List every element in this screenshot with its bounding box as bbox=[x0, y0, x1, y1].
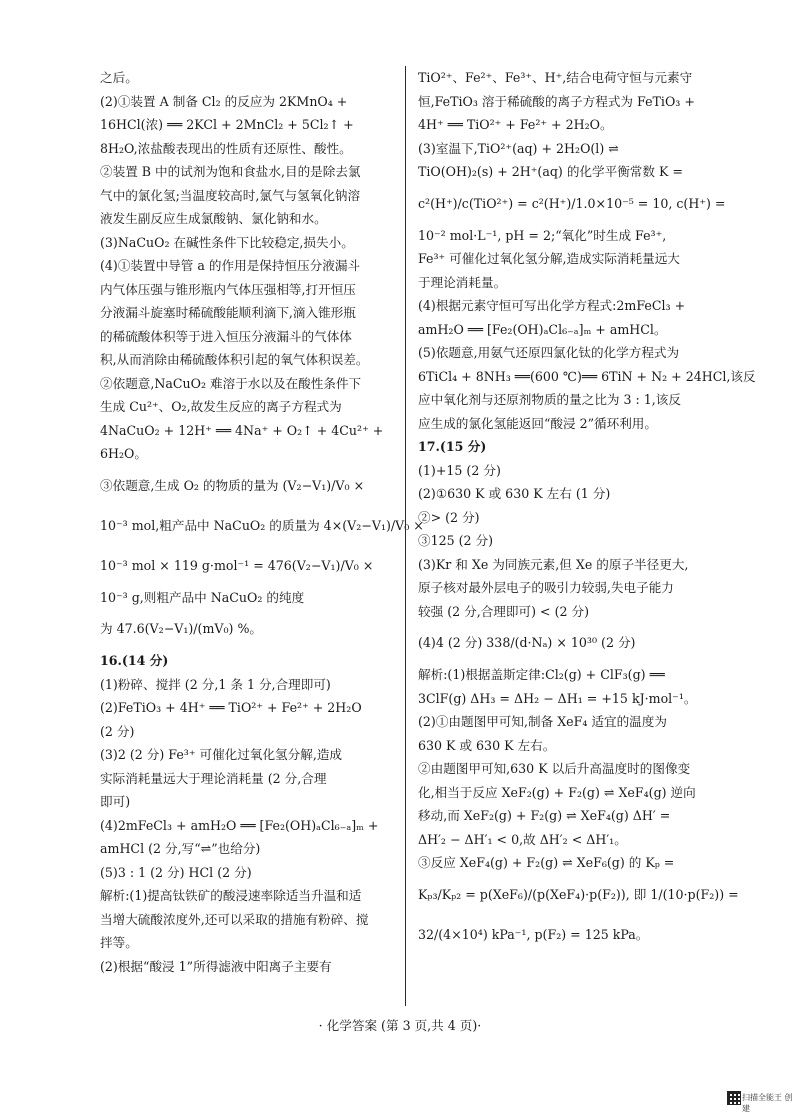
text-line: 应生成的氯化氢能返回“酸浸 2”循环利用。 bbox=[418, 415, 657, 431]
text-line: (1)粉碎、搅拌 (2 分,1 条 1 分,合理即可) bbox=[100, 676, 331, 692]
text-line: 气中的氯化氢;当温度较高时,氯气与氢氧化钠溶 bbox=[100, 187, 361, 203]
text-line: 6H₂O。 bbox=[100, 446, 147, 461]
text-line: 630 K 或 630 K 左右。 bbox=[418, 737, 556, 753]
text-line: (5)依题意,用氨气还原四氯化钛的化学方程式为 bbox=[418, 345, 680, 360]
text-line: (2)FeTiO₃ + 4H⁺ ══ TiO²⁺ + Fe²⁺ + 2H₂O bbox=[100, 700, 362, 715]
text-line: 16.(14 分) bbox=[100, 653, 169, 668]
text-line: ②由题图甲可知,630 K 以后升高温度时的图像变 bbox=[418, 761, 691, 776]
text-line: ③反应 XeF₄(g) + F₂(g) ⇌ XeF₆(g) 的 Kₚ = bbox=[418, 855, 675, 870]
text-line: Fe³⁺ 可催化过氧化氢分解,造成实际消耗量远大 bbox=[418, 251, 680, 266]
text-line: (5)3 : 1 (2 分) HCl (2 分) bbox=[100, 864, 252, 880]
text-line: 实际消耗量远大于理论消耗量 (2 分,合理 bbox=[100, 770, 327, 786]
qr-code-icon bbox=[727, 1091, 741, 1105]
text-line: (4)2mFeCl₃ + amH₂O ══ [Fe₂(OH)ₐCl₆₋ₐ]ₘ + bbox=[100, 817, 379, 833]
text-line: (2 分) bbox=[100, 723, 135, 739]
text-line: (3)NaCuO₂ 在碱性条件下比较稳定,损失小。 bbox=[100, 234, 354, 250]
text-line: 10⁻³ mol,粗产品中 NaCuO₂ 的质量为 4×(V₂−V₁)/V₀ × bbox=[100, 517, 424, 533]
text-line: 内气体压强与锥形瓶内气体压强相等,打开恒压 bbox=[100, 281, 356, 297]
text-line: 生成 Cu²⁺、O₂,故发生反应的离子方程式为 bbox=[100, 399, 342, 414]
text-line: (2)根据“酸浸 1”所得滤液中阳离子主要有 bbox=[100, 958, 332, 974]
text-line: 解析:(1)提高钛铁矿的酸浸速率除适当升温和适 bbox=[100, 888, 362, 903]
text-line: 4H⁺ ══ TiO²⁺ + Fe²⁺ + 2H₂O。 bbox=[418, 117, 613, 132]
column-divider bbox=[405, 66, 406, 1006]
text-line: 16HCl(浓) ══ 2KCl + 2MnCl₂ + 5Cl₂↑ + bbox=[100, 117, 354, 132]
text-line: (4)根据元素守恒可写出化学方程式:2mFeCl₃ + bbox=[418, 298, 686, 313]
text-line: TiO²⁺、Fe²⁺、Fe³⁺、H⁺,结合电荷守恒与元素守 bbox=[418, 70, 693, 85]
text-line: Kₚ₃/Kₚ₂ = p(XeF₆)/(p(XeF₄)·p(F₂)), 即 1/(10·p(F₂)) = bbox=[418, 886, 739, 902]
text-line: 17.(15 分) bbox=[418, 439, 487, 454]
text-line: 当增大硫酸浓度外,还可以采取的措施有粉碎、搅 bbox=[100, 911, 369, 927]
text-line: 之后。 bbox=[100, 70, 138, 85]
text-line: (4)①装置中导管 a 的作用是保持恒压分液漏斗 bbox=[100, 258, 361, 273]
text-line: amHCl (2 分,写“⇌”也给分) bbox=[100, 841, 261, 856]
page-footer: · 化学答案 (第 3 页,共 4 页)· bbox=[318, 1018, 482, 1033]
text-line: 液发生副反应生成氯酸钠、氯化钠和水。 bbox=[100, 211, 327, 226]
text-line: 应中氧化剂与还原剂物质的量之比为 3 : 1,该反 bbox=[418, 392, 681, 407]
text-line: ③依题意,生成 O₂ 的物质的量为 (V₂−V₁)/V₀ × bbox=[100, 477, 365, 493]
text-line: ②依题意,NaCuO₂ 难溶于水以及在酸性条件下 bbox=[100, 375, 362, 391]
text-line: 4NaCuO₂ + 12H⁺ ══ 4Na⁺ + O₂↑ + 4Cu²⁺ + bbox=[100, 422, 384, 438]
scanner-watermark: 扫描全能王 创建 bbox=[742, 1093, 793, 1113]
text-line: 10⁻³ mol × 119 g·mol⁻¹ = 476(V₂−V₁)/V₀ × bbox=[100, 557, 374, 573]
text-line: 分液漏斗旋塞时稀硫酸能顺利滴下,滴入锥形瓶 bbox=[100, 305, 356, 320]
text-line: (1)+15 (2 分) bbox=[418, 462, 501, 478]
right-column bbox=[418, 66, 756, 955]
text-line: ③125 (2 分) bbox=[418, 533, 494, 548]
text-line: 移动,而 XeF₂(g) + F₂(g) ⇌ XeF₄(g) ΔH′ = bbox=[418, 808, 671, 823]
text-line: (4)4 (2 分) 338/(d·Nₐ) × 10³⁰ (2 分) bbox=[418, 635, 636, 650]
text-line: 为 47.6(V₂−V₁)/(mV₀) %。 bbox=[100, 621, 263, 636]
text-line: 10⁻² mol·L⁻¹, pH = 2;“氧化”时生成 Fe³⁺, bbox=[418, 227, 667, 243]
text-line: 的稀硫酸体积等于进入恒压分液漏斗的气体体 bbox=[100, 328, 352, 344]
text-line: 积,从而消除由稀硫酸体积引起的氧气体积误差。 bbox=[100, 352, 369, 367]
text-line: 于理论消耗量。 bbox=[418, 274, 507, 290]
text-line: 10⁻³ g,则粗产品中 NaCuO₂ 的纯度 bbox=[100, 589, 305, 605]
text-line: 即可) bbox=[100, 794, 131, 809]
text-line: 32/(4×10⁴) kPa⁻¹, p(F₂) = 125 kPa。 bbox=[418, 926, 649, 942]
text-line: (2)①630 K 或 630 K 左右 (1 分) bbox=[418, 486, 611, 501]
text-line: 3ClF(g) ΔH₃ = ΔH₂ − ΔH₁ = +15 kJ·mol⁻¹。 bbox=[418, 690, 697, 706]
text-line: (3)2 (2 分) Fe³⁺ 可催化过氧化氢分解,造成 bbox=[100, 747, 343, 762]
text-line: 恒,FeTiO₃ 溶于稀硫酸的离子方程式为 FeTiO₃ + bbox=[418, 93, 695, 109]
text-line: 拌等。 bbox=[100, 935, 138, 950]
text-line: TiO(OH)₂(s) + 2H⁺(aq) 的化学平衡常数 K = bbox=[418, 164, 683, 179]
text-line: 6TiCl₄ + 8NH₃ ══(600 ℃)══ 6TiN + N₂ + 24HCl,该反 bbox=[418, 368, 756, 384]
text-line: amH₂O ══ [Fe₂(OH)ₐCl₆₋ₐ]ₘ + amHCl。 bbox=[418, 321, 667, 337]
text-line: 较强 (2 分,合理即可) < (2 分) bbox=[418, 603, 589, 619]
text-line: 解析:(1)根据盖斯定律:Cl₂(g) + ClF₃(g) ══ bbox=[418, 667, 665, 682]
text-line: 8H₂O,浓盐酸表现出的性质有还原性、酸性。 bbox=[100, 140, 352, 156]
text-line: (3)室温下,TiO²⁺(aq) + 2H₂O(l) ⇌ bbox=[418, 140, 619, 156]
text-line: ②> (2 分) bbox=[418, 509, 480, 525]
text-line: (2)①由题图甲可知,制备 XeF₄ 适宜的温度为 bbox=[418, 714, 667, 729]
text-line: (3)Kr 和 Xe 为同族元素,但 Xe 的原子半径更大, bbox=[418, 556, 689, 572]
text-line: (2)①装置 A 制备 Cl₂ 的反应为 2KMnO₄ + bbox=[100, 93, 348, 109]
text-line: 原子核对最外层电子的吸引力较弱,失电子能力 bbox=[418, 580, 674, 595]
text-line: ②装置 B 中的试剂为饱和食盐水,目的是除去氯 bbox=[100, 164, 361, 179]
left-column bbox=[100, 66, 424, 978]
text-line: ΔH′₂ − ΔH′₁ < 0,故 ΔH′₂ < ΔH′₁。 bbox=[418, 831, 627, 847]
text-line: c²(H⁺)/c(TiO²⁺) = c²(H⁺)/1.0×10⁻⁵ = 10, c(H⁺) = bbox=[418, 195, 726, 211]
text-line: 化,相当于反应 XeF₂(g) + F₂(g) ⇌ XeF₄(g) 逆向 bbox=[418, 784, 696, 800]
